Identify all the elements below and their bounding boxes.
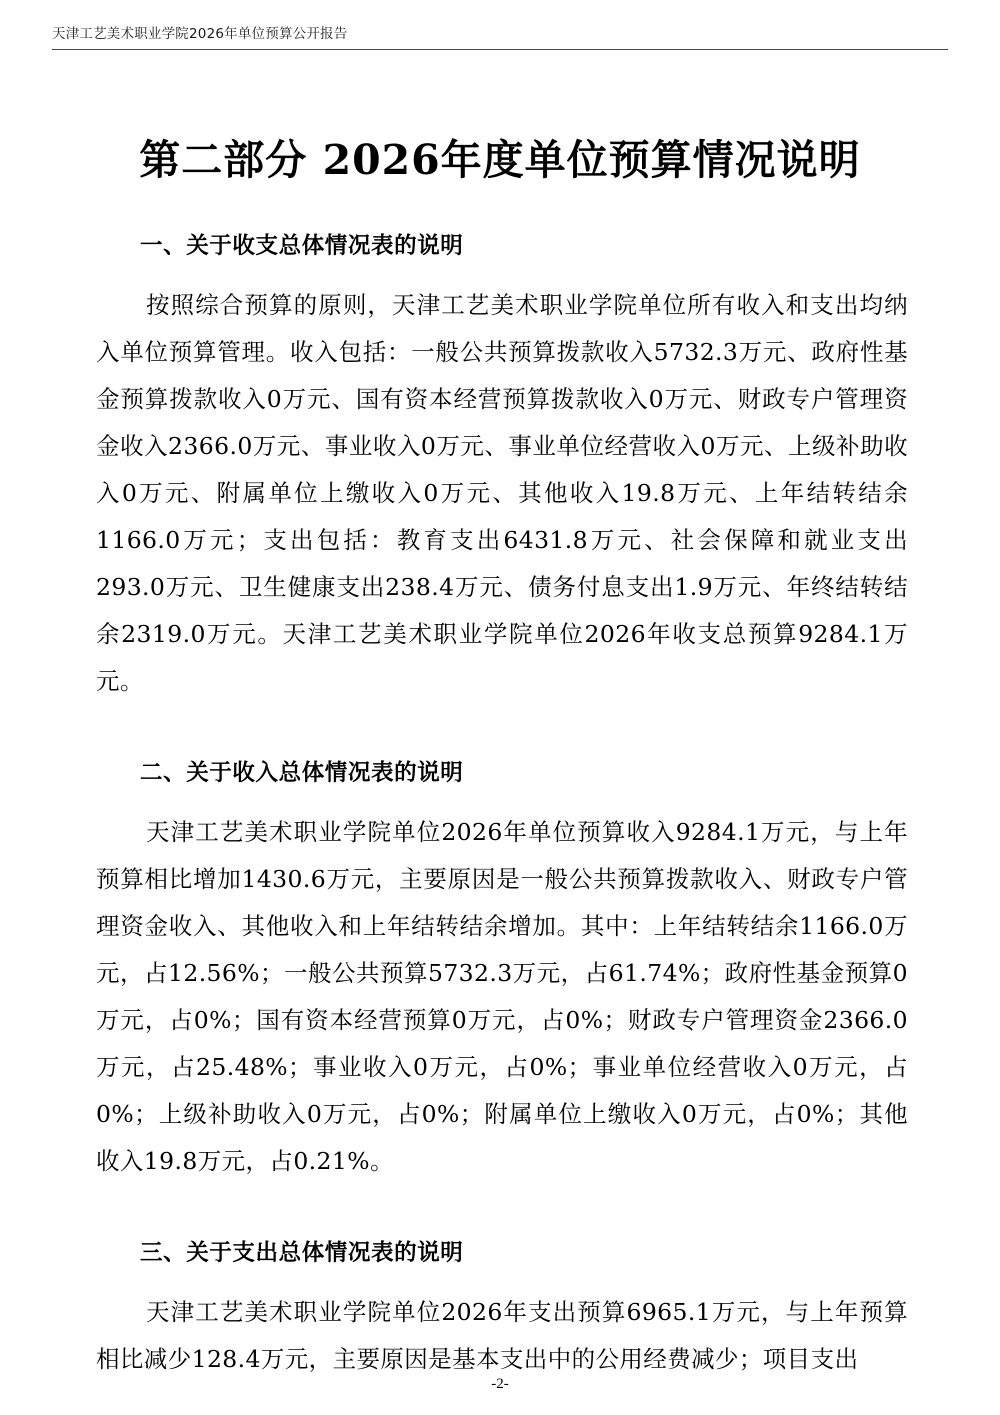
page-number: -2- [491,1376,509,1392]
section-heading-2: 二、关于收入总体情况表的说明 [140,760,464,786]
document-body [96,210,908,1383]
section-paragraph-3: 天津工艺美术职业学院单位2026年支出预算6965.1万元，与上年预算相比减少128.4万元，主要原因是基本支出中的公用经费减少；项目支出 [96,1298,908,1373]
section-heading-1: 一、关于收支总体情况表的说明 [140,233,464,259]
page-title: 第二部分 2026年度单位预算情况说明 [139,136,861,185]
section-paragraph-1: 按照综合预算的原则，天津工艺美术职业学院单位所有收入和支出均纳入单位预算管理。收入包括：一般公共预算拨款收入5732.3万元、政府性基金预算拨款收入0万元、国有资本经营预算拨款收入0万元、财政专户管理资金收入2366.0万元、事业收入0万元、事业单位经营收入0万元、上级补助收入0万元、附属单位上缴收入0万元、其他收入19.8万元、上年结转结余1166.0万元；支出包括：教育支出6431.8万元、社会保障和就业支出293.0万元、卫生健康支出238.4万元、债务付息支出1.9万元、年终结转结余2319.0万元。天津工艺美术职业学院单位2026年收支总预算9284.1万元。 [96,291,908,695]
running-head: 天津工艺美术职业学院2026年单位预算公开报告 [52,22,948,50]
section-paragraph-2: 天津工艺美术职业学院单位2026年单位预算收入9284.1万元，与上年预算相比增加1430.6万元，主要原因是一般公共预算拨款收入、财政专户管理资金收入、其他收入和上年结转结余增加。其中：上年结转结余1166.0万元，占12.56%；一般公共预算5732.3万元，占61.74%；政府性基金预算0万元，占0%；国有资本经营预算0万元，占0%；财政专户管理资金2366.0万元，占25.48%；事业收入0万元，占0%；事业单位经营收入0万元，占0%；上级补助收入0万元，占0%；附属单位上缴收入0万元，占0%；其他收入19.8万元，占0.21%。 [96,818,908,1175]
section-heading-3: 三、关于支出总体情况表的说明 [140,1240,464,1266]
